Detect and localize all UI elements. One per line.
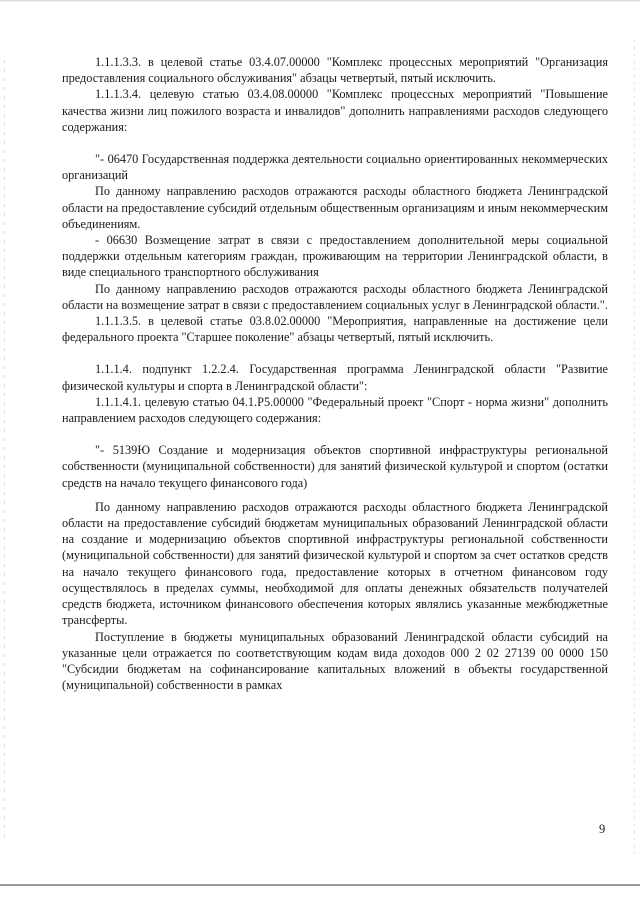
scan-artifact-right bbox=[634, 40, 635, 860]
spacer bbox=[62, 135, 608, 151]
page-top-edge bbox=[0, 0, 640, 2]
page-number: 9 bbox=[599, 822, 606, 836]
paragraph-06470-description: По данному направлению расходов отражаются расходы областного бюджета Ленинградской области на предоставление субсидий отдельным общественным организациям и иным некоммерческим объединениям. bbox=[62, 184, 608, 231]
paragraph-direction-5139u: "- 5139Ю Создание и модернизация объектов спортивной инфраструктуры региональной собственности (муниципальной собственности) для занятий физической культурой и спортом (остатки средств на начало текущего финансового года) bbox=[62, 443, 608, 490]
paragraph-5139u-description: По данному направлению расходов отражаются расходы областного бюджета Ленинградской области на предоставление субсидий бюджетам муниципальных образований Ленинградской области на создание и модернизацию объектов спортивной инфраструктуры региональной собственности (муниципальной собственности) для занятий физической культурой и спортом за счет остатков средств на начало текущего финансового года, предоставление которых в отчетном финансовом году осуществлялось в пределах суммы, необходимой для оплаты денежных обязательств получателей средств бюджета, источником финансового обеспечения которых являлись указанные межбюджетные трансферты. bbox=[62, 499, 608, 628]
spacer bbox=[62, 426, 608, 442]
paragraph-06630-description: По данному направлению расходов отражаются расходы областного бюджета Ленинградской области на возмещение затрат в связи с предоставлением социальных услуг в Ленинградской области.". bbox=[62, 281, 608, 312]
paragraph-1-1-1-3-3: 1.1.1.3.3. в целевой статье 03.4.07.00000 "Комплекс процессных мероприятий "Организация предоставления социального обслуживания" абзацы четвертый, пятый исключить. bbox=[62, 55, 608, 86]
scan-bottom-rule bbox=[0, 884, 640, 886]
spacer bbox=[62, 491, 608, 499]
scan-artifact-left bbox=[4, 60, 5, 840]
paragraph-1-1-1-4: 1.1.1.4. подпункт 1.2.2.4. Государственная программа Ленинградской области "Развитие физической культуры и спорта в Ленинградской области": bbox=[62, 362, 608, 393]
paragraph-income-receipt: Поступление в бюджеты муниципальных образований Ленинградской области субсидий на указанные цели отражается по соответствующим кодам вида доходов 000 2 02 27139 00 0000 150 "Субсидии бюджетам на софинансирование капитальных вложений в объекты государственной (муниципальной) собственности в рамках bbox=[62, 629, 608, 693]
spacer bbox=[62, 345, 608, 361]
paragraph-1-1-1-3-5: 1.1.1.3.5. в целевой статье 03.8.02.00000 "Мероприятия, направленные на достижение цели федерального проекта "Старшее поколение" абзацы четвертый, пятый исключить. bbox=[62, 314, 608, 345]
paragraph-1-1-1-3-4: 1.1.1.3.4. целевую статью 03.4.08.00000 "Комплекс процессных мероприятий "Повышение качества жизни лиц пожилого возраста и инвалидов" дополнить направлениями расходов следующего содержания: bbox=[62, 87, 608, 134]
paragraph-1-1-1-4-1: 1.1.1.4.1. целевую статью 04.1.P5.00000 "Федеральный проект "Спорт - норма жизни" дополнить направлением расходов следующего содержания: bbox=[62, 394, 608, 426]
paragraph-direction-06630: - 06630 Возмещение затрат в связи с предоставлением дополнительной меры социальной поддержки отдельным категориям граждан, проживающим на территории Ленинградской области, в виде специального транспортного обслуживания bbox=[62, 233, 608, 280]
document-body bbox=[62, 54, 608, 693]
paragraph-direction-06470: "- 06470 Государственная поддержка деятельности социально ориентированных некоммерческих организаций bbox=[62, 152, 608, 183]
